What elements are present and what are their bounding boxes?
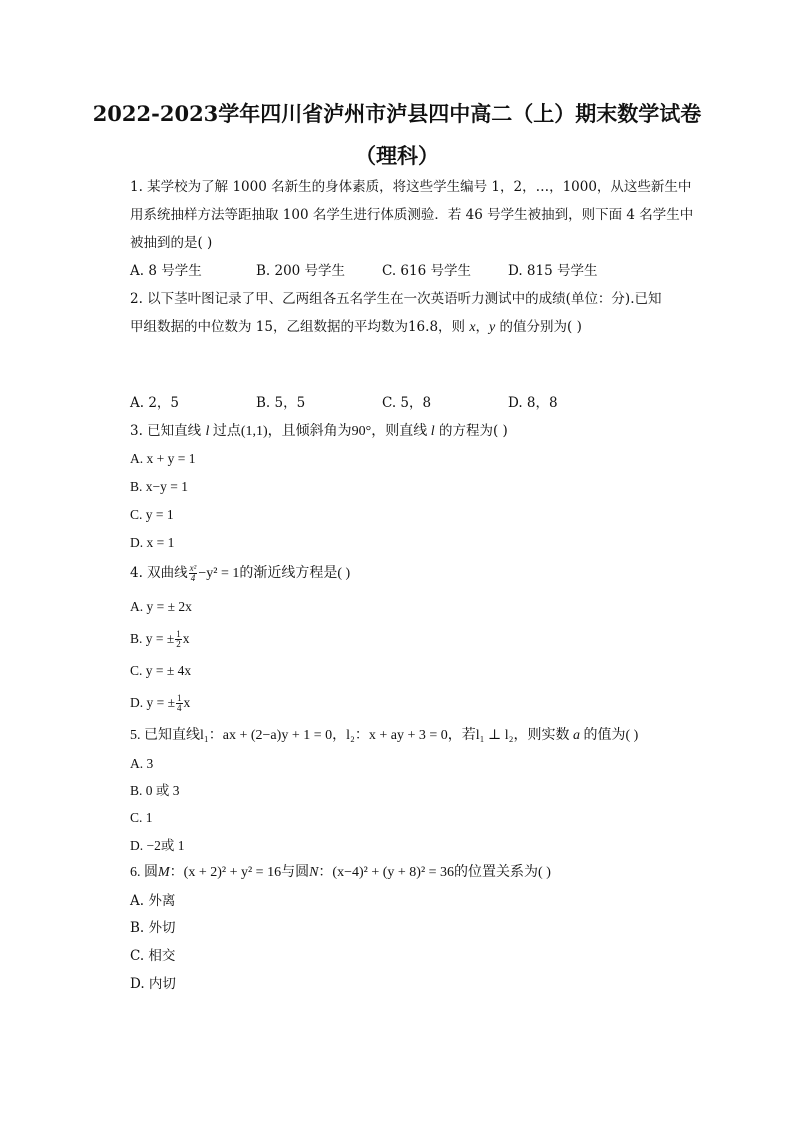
q3-var-l: l <box>205 424 210 439</box>
q3-post: 的方程为( ) <box>434 423 508 439</box>
q4-option-b-pre: B. y = ± <box>130 631 175 646</box>
q4-option-b-post: x <box>182 631 190 646</box>
q5-var-a: a <box>572 728 580 743</box>
q4-option-d-den: 4 <box>177 703 182 714</box>
q6-option-b: B. 外切 <box>130 920 176 936</box>
q4-option-b-den: 2 <box>176 639 181 650</box>
q2-line2-pre: 甲组数据的中位数为 15，乙组数据的平均数为16.8，则 <box>130 319 470 335</box>
q4-frac-den: 4 <box>190 573 196 583</box>
q5-option-d: D. −2或 1 <box>130 838 185 853</box>
q6-var-n: N <box>309 865 319 880</box>
q3-pre: 3. 已知直线 <box>130 423 206 439</box>
q6-option-c: C. 相交 <box>130 948 176 964</box>
q4-post: −y² = 1的渐近线方程是( ) <box>198 566 351 581</box>
q6-mid1: ：(x + 2)² + y² = 16与圆 <box>169 865 310 880</box>
q2-option-a: A. 2，5 <box>130 395 180 411</box>
q4-option-d-num: 1 <box>177 693 182 704</box>
q2-var-y: y <box>489 320 496 335</box>
q4-option-b-num: 1 <box>176 629 181 640</box>
q6-stem <box>130 864 551 882</box>
q6-var-m: M <box>158 865 170 880</box>
q3-var-l2: l <box>430 424 435 439</box>
q4-option-c: C. y = ± 4x <box>130 663 192 678</box>
q4-option-d <box>130 694 190 713</box>
q1-line3: 被抽到的是( ) <box>130 235 213 251</box>
q4-stem <box>130 564 350 583</box>
q3-option-b: B. x−y = 1 <box>130 479 188 494</box>
q4-option-d-post: x <box>183 695 191 710</box>
q3-option-a: A. x + y = 1 <box>130 451 196 466</box>
q1-line1: 1. 某学校为了解 1000 名新生的身体素质，将这些学生编号 1，2，…，1000，从这些新生中 <box>130 179 692 195</box>
q4-option-b-fraction <box>175 630 182 649</box>
q6-pre: 6. 圆 <box>130 865 158 880</box>
q2-line2-post: 的值分别为( ) <box>495 319 582 335</box>
q4-option-a: A. y = ± 2x <box>130 599 192 614</box>
q3-option-c: C. y = 1 <box>130 507 174 522</box>
q2-option-d: D. 8，8 <box>508 395 558 411</box>
q5-option-c: C. 1 <box>130 810 153 825</box>
q3-option-d: D. x = 1 <box>130 535 175 550</box>
q6-option-a: A. 外离 <box>130 893 176 909</box>
q6-mid2: ：(x−4)² + (y + 8)² = 36的位置关系为( ) <box>318 865 551 880</box>
q2-line1: 2. 以下茎叶图记录了甲、乙两组各五名学生在一次英语听力测试中的成绩(单位：分).已知 <box>130 291 662 307</box>
q5-option-a: A. 3 <box>130 756 154 771</box>
q3-stem <box>130 422 508 441</box>
q5-post: 的值为( ) <box>579 728 639 743</box>
q4-frac-num: x² <box>189 563 197 573</box>
q2-option-c: C. 5，8 <box>382 395 432 411</box>
q1-option-c: C. 616 号学生 <box>382 263 471 279</box>
q4-option-d-pre: D. y = ± <box>130 695 176 710</box>
q5-text: 5. 已知直线l₁：ax + (2−a)y + 1 = 0，l₂：x + ay + 3 = 0，若l₁ ⊥ l₂，则实数 <box>130 728 573 743</box>
q1-option-a: A. 8 号学生 <box>130 263 202 279</box>
q2-var-x: x <box>469 320 476 335</box>
exam-subtitle: （理科） <box>355 143 439 168</box>
q4-option-b <box>130 630 190 649</box>
q5-stem <box>130 727 638 745</box>
q5-option-b: B. 0 或 3 <box>130 783 180 798</box>
q2-line2 <box>130 318 582 337</box>
q4-option-d-fraction <box>176 694 183 713</box>
q6-option-d: D. 内切 <box>130 976 176 992</box>
q1-option-b: B. 200 号学生 <box>256 263 346 279</box>
q1-option-d: D. 815 号学生 <box>508 263 598 279</box>
q1-line2: 用系统抽样方法等距抽取 100 名学生进行体质测验．若 46 号学生被抽到，则下面 4 名学生中 <box>130 207 694 223</box>
q4-fraction <box>189 564 198 583</box>
exam-title: 2022-2023学年四川省泸州市泸县四中高二（上）期末数学试卷 <box>92 101 702 126</box>
q2-option-b: B. 5，5 <box>256 395 306 411</box>
q3-mid: 过点(1,1)，且倾斜角为90°，则直线 <box>209 424 431 439</box>
q2-comma: ， <box>475 319 490 335</box>
q4-pre: 4. 双曲线 <box>130 565 188 581</box>
